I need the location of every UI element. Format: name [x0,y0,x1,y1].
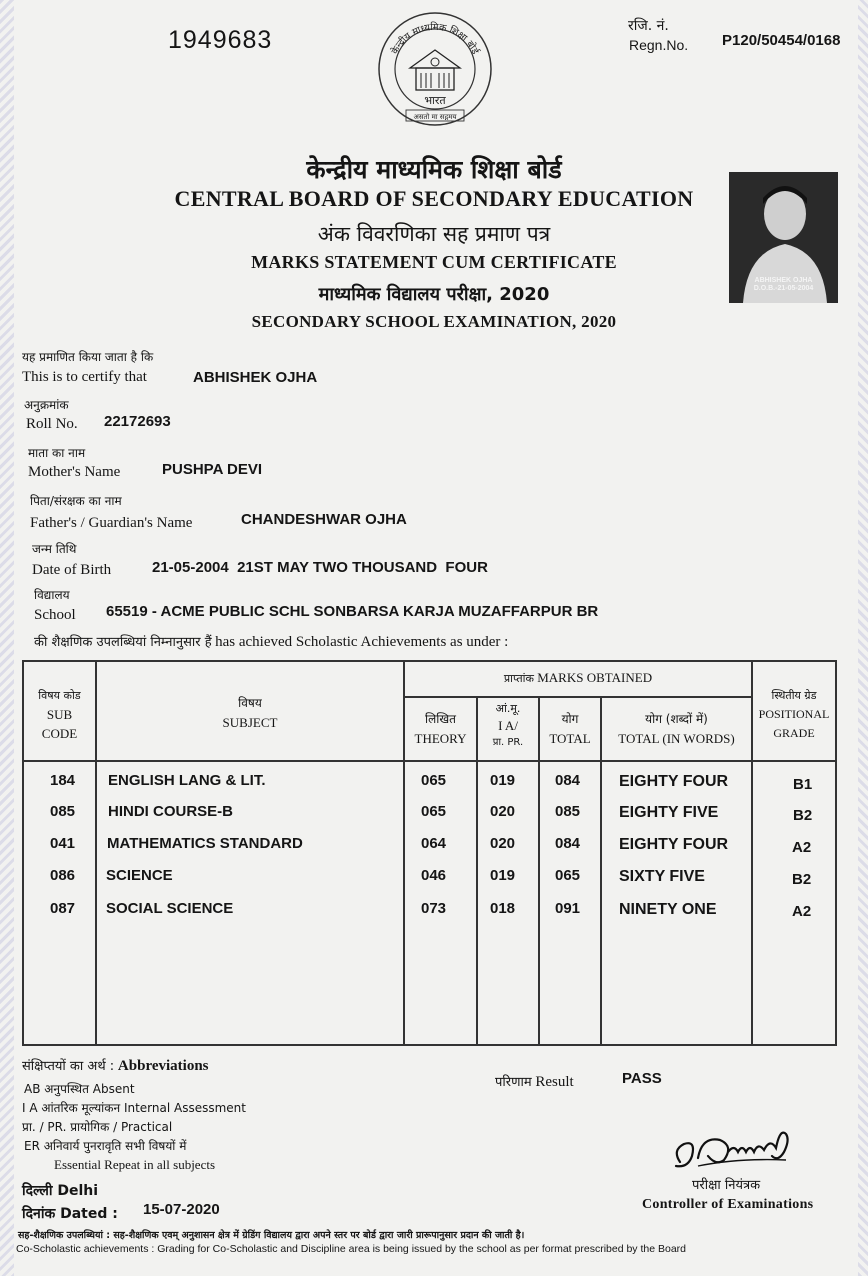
certify-label-en: This is to certify that [22,369,147,385]
row-words: EIGHTY FOUR [619,773,729,790]
row-subject: SCIENCE [106,867,173,884]
mother-name: PUSHPA DEVI [162,461,263,478]
row-theory: 065 [421,772,447,789]
header-theory: लिखित THEORY [414,712,467,746]
dob-label-hi: जन्म तिथि [32,542,77,556]
controller-signature [668,1122,808,1178]
co-scholastic-note-en: Co-Scholastic achievements : Grading for Co-Scholastic and Discipline area is being issued by the school as per format prescribed by the Board [16,1243,687,1255]
school-name: 65519 - ACME PUBLIC SCHL SONBARSA KARJA MUZAFFARPUR BR [106,603,599,620]
row-total: 084 [555,772,581,789]
seal-text-mid: भारत [424,94,446,107]
achievements-en: has achieved Scholastic Achievements as under : [215,634,509,650]
row-theory: 065 [421,803,447,820]
header-sub-code: विषय कोड SUB CODE [38,689,81,741]
row-words: EIGHTY FIVE [619,804,719,821]
board-name-hindi: केन्द्रीय माध्यमिक शिक्षा बोर्ड [306,155,562,184]
seal-text-top: केन्द्रीय माध्यमिक शिक्षा बोर्ड [389,21,481,57]
dated-label: दिनांक Dated : [22,1206,118,1222]
row-words: SIXTY FIVE [619,868,705,885]
serial-number: 1949683 [168,26,273,54]
row-subject: HINDI COURSE-B [108,803,234,820]
achievements-hi: की शैक्षणिक उपलब्धियां निम्नानुसार हैं [34,635,212,650]
issue-place: दिल्ली Delhi [22,1183,99,1199]
header-total: योग TOTAL [549,712,591,746]
controller-title-hi: परीक्षा नियंत्रक [692,1178,761,1193]
dob-label-en: Date of Birth [32,562,112,578]
roll-label-hi: अनुक्रमांक [24,398,69,412]
row-theory: 046 [421,867,447,884]
header-subject: विषय SUBJECT [222,696,278,730]
mother-label-en: Mother's Name [28,464,121,480]
exam-title-hindi: माध्यमिक विद्यालय परीक्षा, 2020 [318,284,550,305]
row-total: 084 [555,835,581,852]
board-name-english: CENTRAL BOARD OF SECONDARY EDUCATION [174,186,694,211]
father-name: CHANDESHWAR OJHA [241,511,407,528]
abbreviations-heading: संक्षिप्तयों का अर्थ : Abbreviations [22,1058,209,1074]
achievements-line [34,632,508,651]
row-words: EIGHTY FOUR [619,836,729,853]
svg-text:केन्द्रीय माध्यमिक शिक्षा बोर् [389,21,482,57]
regn-label-hi: रजि. नं. [628,18,669,34]
row-grade: B2 [792,871,812,888]
candidate-name: ABHISHEK OJHA [193,369,318,386]
photo-caption-name: ABHISHEK OJHA [754,277,813,284]
result-value: PASS [622,1070,662,1087]
row-ia: 019 [490,772,516,789]
abbr-essential-repeat: ER अनिवार्य पुनरावृति सभी विषयों में [24,1139,187,1153]
row-subject: MATHEMATICS STANDARD [107,835,303,852]
row-ia: 019 [490,867,516,884]
seal-text-bottom: असतो मा सद्गमय [413,113,457,121]
header-positional-grade: स्थितीय ग्रेड POSITIONAL GRADE [758,689,830,740]
header-marks-obtained: प्राप्तांक MARKS OBTAINED [503,670,653,685]
row-grade: B2 [793,807,813,824]
row-total: 085 [555,803,581,820]
roll-label-en: Roll No. [26,416,78,432]
row-theory: 064 [421,835,447,852]
regn-number: P120/50454/0168 [722,32,841,49]
header-total-words: योग (शब्दों में) TOTAL (IN WORDS) [618,712,735,746]
row-ia: 020 [490,803,516,820]
row-code: 085 [50,803,76,820]
header-ia-pr: आं.मू. I A/ प्रा. PR. [492,702,524,748]
photo-caption-dob: D.O.B.-21-05-2004 [753,285,814,292]
roll-number: 22172693 [104,413,171,430]
row-total: 091 [555,900,581,917]
school-label-hi: विद्यालय [34,588,70,602]
co-scholastic-note-hi: सह-शैक्षणिक उपलब्धियां : सह-शैक्षणिक एवम् अनुशासन क्षेत्र में ग्रेडिंग विद्यालय द्वारा अपने स्तर पर बोर्ड द्वारा जारी प्रारूपानुसार प्रदान की जाती है। [18,1230,525,1241]
row-subject: ENGLISH LANG & LIT. [108,772,266,789]
abbr-absent: AB अनुपस्थित Absent [24,1082,135,1096]
row-theory: 073 [421,900,447,917]
controller-title-en: Controller of Examinations [642,1197,814,1212]
abbr-practical: प्रा. / PR. प्रायोगिक / Practical [22,1120,173,1134]
row-ia: 018 [490,900,516,917]
regn-label-en: Regn.No. [629,37,689,53]
row-code: 087 [50,900,76,917]
row-grade: A2 [792,839,812,856]
candidate-photo [729,172,838,303]
exam-title-english: SECONDARY SCHOOL EXAMINATION, 2020 [251,312,617,331]
row-grade: B1 [793,776,813,793]
abbr-internal-assessment: I A आंतरिक मूल्यांकन Internal Assessment [22,1101,246,1115]
doc-title-hindi: अंक विवरणिका सह प्रमाण पत्र [317,222,551,246]
date-of-birth: 21-05-2004 21ST MAY TWO THOUSAND FOUR [152,559,488,576]
row-words: NINETY ONE [619,901,717,918]
school-label-en: School [34,607,76,623]
row-code: 041 [50,835,76,852]
row-grade: A2 [792,903,812,920]
row-code: 086 [50,867,76,884]
cbse-seal-logo [376,10,494,128]
row-total: 065 [555,867,581,884]
row-ia: 020 [490,835,516,852]
mother-label-hi: माता का नाम [28,446,86,460]
result-label: परिणाम Result [495,1074,574,1090]
certify-label-hi: यह प्रमाणित किया जाता है कि [22,350,154,364]
father-label-en: Father's / Guardian's Name [30,515,193,531]
issue-date: 15-07-2020 [143,1201,220,1218]
row-code: 184 [50,772,76,789]
father-label-hi: पिता/संरक्षक का नाम [30,494,122,508]
doc-title-english: MARKS STATEMENT CUM CERTIFICATE [251,252,617,272]
row-subject: SOCIAL SCIENCE [106,900,234,917]
abbr-essential-repeat-en: Essential Repeat in all subjects [54,1157,216,1172]
